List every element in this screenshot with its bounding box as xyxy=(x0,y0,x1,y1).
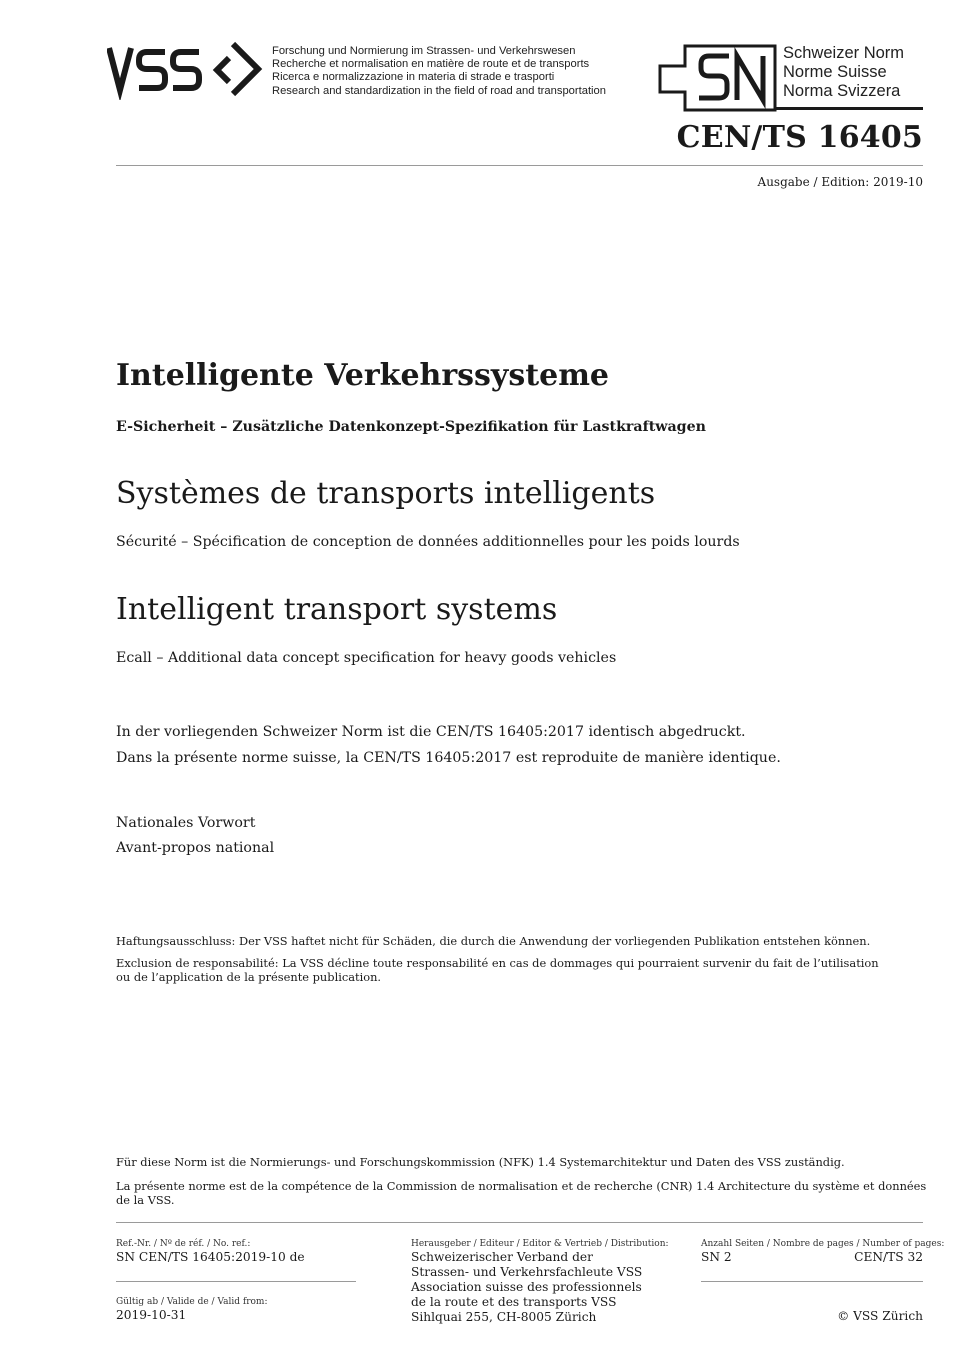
foreword-french: Avant-propos national xyxy=(116,840,275,856)
reference-value: SN CEN/TS 16405:2019-10 de xyxy=(116,1250,305,1264)
subtitle-french: Sécurité – Spécification de conception de données additionnelles pour les poids lourds xyxy=(116,534,740,550)
vss-logo xyxy=(107,40,267,100)
vss-description-line: Ricerca e normalizzazione in materia di strade e trasporti xyxy=(272,71,555,84)
disclaimer-french xyxy=(116,956,879,984)
footer-divider xyxy=(116,1222,923,1223)
edition: Ausgabe / Edition: 2019-10 xyxy=(757,175,923,189)
commission-french xyxy=(116,1179,926,1207)
sn-label-line: Schweizer Norm xyxy=(783,44,905,62)
standard-number: CEN/TS 16405 xyxy=(676,120,923,155)
sn-label-line: Norma Svizzera xyxy=(783,82,901,100)
identity-statement-german: In der vorliegenden Schweizer Norm ist die CEN/TS 16405:2017 identisch abgedruckt. xyxy=(116,724,746,740)
sn-underline xyxy=(776,107,923,110)
publisher-line: Sihlquai 255, CH-8005 Zürich xyxy=(411,1310,597,1324)
footer-column-divider xyxy=(116,1281,356,1282)
publisher-label: Herausgeber / Editeur / Editor & Vertrieb / Distribution: xyxy=(411,1239,669,1249)
sn-label-line: Norme Suisse xyxy=(783,63,887,81)
title-english: Intelligent transport systems xyxy=(116,592,558,627)
commission-german: Für diese Norm ist die Normierungs- und Forschungskommission (NFK) 1.4 Systemarchitektur und Daten des VSS zuständig. xyxy=(116,1155,845,1169)
page-count-label: Anzahl Seiten / Nombre de pages / Number of pages: xyxy=(701,1239,945,1249)
title-french: Systèmes de transports intelligents xyxy=(116,476,656,511)
publisher-line: de la route et des transports VSS xyxy=(411,1295,617,1309)
page-count-cen: CEN/TS 32 xyxy=(854,1250,923,1264)
vss-description-line: Research and standardization in the field of road and transportation xyxy=(272,84,606,97)
vss-description-line: Recherche et normalisation en matière de route et de transports xyxy=(272,58,590,71)
publisher-line: Schweizerischer Verband der xyxy=(411,1250,593,1264)
publisher-line: Association suisse des professionnels xyxy=(411,1280,642,1294)
valid-from-value: 2019-10-31 xyxy=(116,1308,187,1322)
sn-logo xyxy=(657,44,777,112)
commission-french-line: de la VSS. xyxy=(116,1193,175,1207)
disclaimer-german: Haftungsausschluss: Der VSS haftet nicht für Schäden, die durch die Anwendung der vorliegenden Publikation entstehen können. xyxy=(116,934,871,948)
title-german: Intelligente Verkehrssysteme xyxy=(116,358,610,393)
page-count-sn: SN 2 xyxy=(701,1250,732,1264)
disclaimer-french-line: Exclusion de responsabilité: La VSS décline toute responsabilité en cas de dommages qui pourraient survenir du fait de l’utilisation xyxy=(116,956,879,970)
identity-statement-french: Dans la présente norme suisse, la CEN/TS 16405:2017 est reproduite de manière identique. xyxy=(116,750,781,766)
reference-label: Ref.-Nr. / Nº de réf. / No. ref.: xyxy=(116,1239,251,1249)
foreword-german: Nationales Vorwort xyxy=(116,815,256,831)
subtitle-english: Ecall – Additional data concept specification for heavy goods vehicles xyxy=(116,650,617,666)
valid-from-label: Gültig ab / Valide de / Valid from: xyxy=(116,1297,268,1307)
header-divider xyxy=(116,165,923,166)
disclaimer-french-line: ou de l’application de la présente publication. xyxy=(116,970,382,984)
commission-french-line: La présente norme est de la compétence de la Commission de normalisation et de recherche (CNR) 1.4 Architecture du système et données xyxy=(116,1179,927,1193)
sn-label xyxy=(783,44,904,101)
copyright: © VSS Zürich xyxy=(837,1309,923,1323)
publisher-address xyxy=(411,1250,642,1325)
subtitle-german: E-Sicherheit – Zusätzliche Datenkonzept-Spezifikation für Lastkraftwagen xyxy=(116,419,706,435)
vss-description xyxy=(272,45,606,98)
vss-description-line: Forschung und Normierung im Strassen- und Verkehrswesen xyxy=(272,45,576,57)
publisher-line: Strassen- und Verkehrsfachleute VSS xyxy=(411,1265,643,1279)
footer-column-divider xyxy=(701,1281,923,1282)
